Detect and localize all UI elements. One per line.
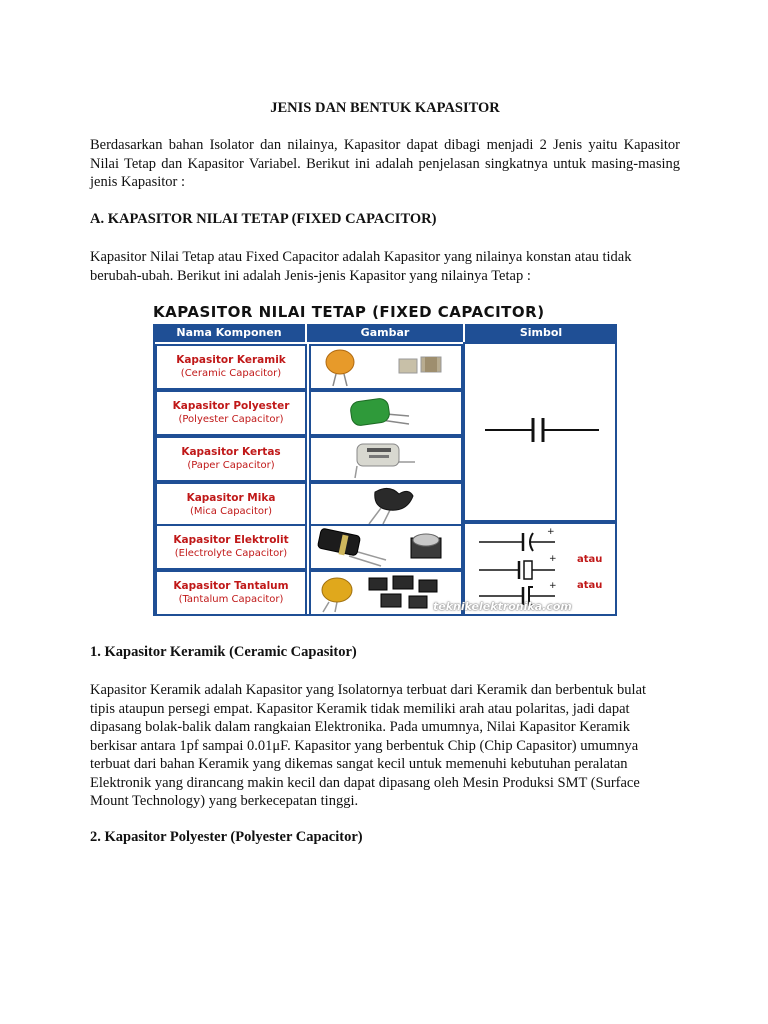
sub2-heading: 2. Kapasitor Polyester (Polyester Capacitor) (90, 829, 363, 845)
component-sub: (Polyester Capacitor) (178, 414, 284, 425)
sub1-paragraph: Kapasitor Keramik adalah Kapasitor yang Isolatornya terbuat dari Keramik dan berbentuk bulat tipis ataupun persegi empat. Kapasitor Keramik tidak memiliki arah atau polaritas, jadi dapat dipasang bolak-balik dalam rangkaian Elektronika. Pada umumnya, Nilai Kapasitor Keramik berkisar antara 1pf sampai 0.01μF. Kapasitor yang berbentuk Chip (Chip Capasitor) umumnya terbuat dari bahan Keramik yang dikemas sangat kecil untuk memenuhi kebutuhan peralatan Elektronik yang dirancang makin kecil dan dapat dipasang oleh Mesin Produksi SMT (Surface Mount Technology) yang berkecepatan tinggi. (90, 682, 647, 809)
symbol-nonpolar-cell (463, 342, 617, 522)
fixed-capacitor-figure (153, 303, 617, 616)
figure-title: KAPASITOR NILAI TETAP (FIXED CAPACITOR) (153, 303, 545, 321)
component-name: Kapasitor Mika (186, 492, 276, 504)
atau-label-2: atau (577, 580, 603, 591)
figure-header-row (153, 324, 617, 342)
mica-capacitor-image (311, 484, 461, 526)
header-gambar: Gambar (307, 324, 465, 342)
section-a-heading: A. KAPASITOR NILAI TETAP (FIXED CAPACITOR) (90, 211, 437, 227)
component-sub: (Mica Capacitor) (189, 506, 273, 517)
svg-text:+: + (549, 581, 557, 591)
image-cell (309, 344, 463, 390)
component-sub: (Ceramic Capacitor) (180, 368, 282, 379)
section-a-paragraph: Kapasitor Nilai Tetap atau Fixed Capacitor adalah Kapasitor yang nilainya konstan atau tidak berubah-ubah. Berikut ini adalah Jenis-jenis Kapasitor yang nilainya Tetap : (90, 249, 632, 284)
image-cell (309, 436, 463, 482)
name-cell (155, 390, 307, 436)
header-simbol: Simbol (519, 326, 563, 339)
image-cell (309, 482, 463, 528)
document-title: JENIS DAN BENTUK KAPASITOR (270, 100, 500, 116)
svg-text:+: + (549, 554, 557, 564)
image-cell (309, 524, 463, 570)
ceramic-capacitor-image (311, 346, 461, 388)
name-cell (155, 436, 307, 482)
name-cell (155, 524, 307, 570)
component-name: Kapasitor Keramik (176, 354, 286, 366)
component-sub: (Electrolyte Capacitor) (174, 548, 288, 559)
sub1-heading: 1. Kapasitor Keramik (Ceramic Capasitor) (90, 644, 357, 660)
intro-paragraph: Berdasarkan bahan Isolator dan nilainya, Kapasitor dapat dibagi menjadi 2 Jenis yaitu Kapasitor Nilai Tetap dan Kapasitor Variabel. Berikut ini adalah penjelasan singkatnya untuk masing-masing jenis Kapasitor : (90, 137, 680, 190)
component-sub: (Tantalum Capacitor) (178, 594, 284, 605)
name-cell (155, 482, 307, 528)
name-cell (155, 570, 307, 616)
component-name: Kapasitor Tantalum (173, 580, 289, 592)
header-nama-komponen: Nama Komponen (153, 324, 307, 342)
polyester-capacitor-image (311, 392, 461, 434)
component-sub: (Paper Capacitor) (187, 460, 275, 471)
watermark: teknikelektronika.com (433, 600, 572, 613)
component-name: Kapasitor Elektrolit (173, 534, 289, 546)
electrolytic-capacitor-image (311, 526, 461, 568)
image-cell (309, 390, 463, 436)
svg-text:+: + (547, 527, 555, 537)
capacitor-symbol-icon (465, 344, 615, 520)
component-name: Kapasitor Polyester (172, 400, 290, 412)
atau-label-1: atau (577, 554, 603, 565)
component-name: Kapasitor Kertas (181, 446, 281, 458)
paper-capacitor-image (311, 438, 461, 480)
name-cell (155, 344, 307, 390)
